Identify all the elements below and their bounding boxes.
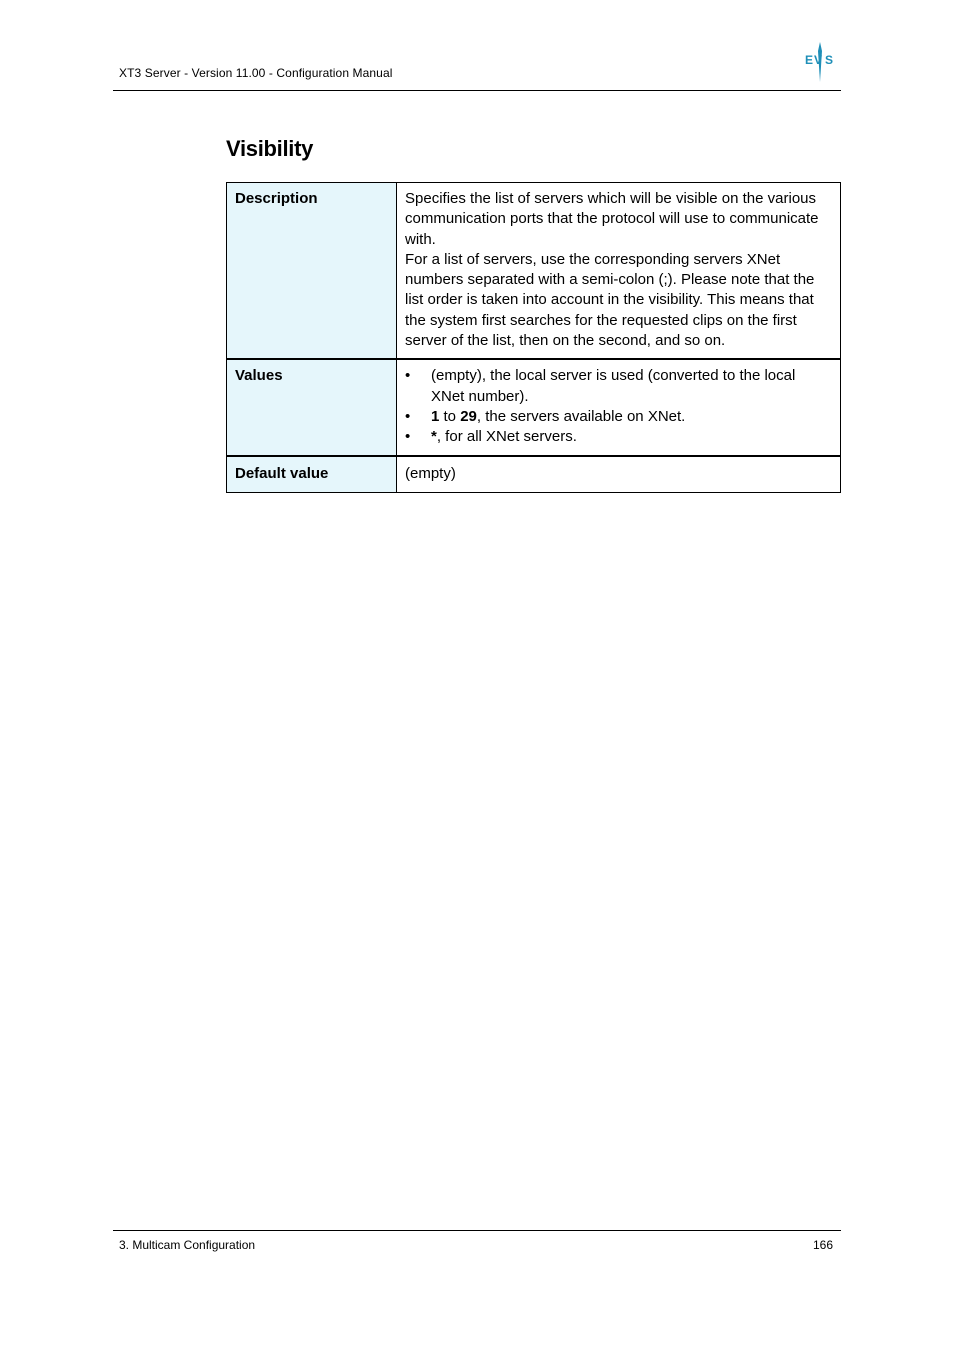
parameter-table [226, 182, 841, 493]
header-divider [113, 90, 841, 91]
description-paragraph: For a list of servers, use the corresponding servers XNet numbers separated with a semi-colon (;). Please note that the list order is taken into account in the visibility. This means that the system first searches for the requested clips on the first server of the list, then on the second, and so on. [405, 250, 815, 350]
values-list [405, 366, 832, 447]
svg-text:S: S [825, 53, 834, 67]
svg-text:V: V [814, 53, 823, 67]
table-row [227, 183, 841, 360]
description-label: Description [227, 183, 397, 360]
value-max: 29 [460, 407, 477, 425]
page-header [113, 40, 841, 91]
value-min: 1 [431, 407, 440, 425]
manual-title: XT3 Server - Version 11.00 - Configuration Manual [119, 66, 393, 80]
footer-section-name: 3. Multicam Configuration [119, 1238, 256, 1252]
default-value-label: Default value [227, 456, 397, 493]
default-value-text: (empty) [397, 456, 841, 493]
description-paragraph: Specifies the list of servers which will be visible on the various communication ports that the protocol will use to communicate with. [405, 190, 819, 248]
table-row [227, 456, 841, 493]
value-range-desc: , the servers available on XNet. [476, 407, 686, 425]
list-item [405, 407, 832, 427]
value-range-text: to [439, 407, 461, 425]
description-text [397, 183, 841, 360]
table-row [227, 359, 841, 455]
value-empty-text: (empty), the local server is used (converted to the local XNet number). [431, 367, 796, 405]
footer-divider [113, 1230, 841, 1231]
evs-logo [804, 42, 836, 82]
page-number: 166 [812, 1238, 833, 1252]
values-list-cell [397, 359, 841, 455]
page-footer [113, 1230, 841, 1252]
value-wildcard: * [431, 428, 437, 446]
value-wildcard-desc: , for all XNet servers. [436, 428, 577, 446]
list-item [405, 366, 832, 407]
list-item [405, 427, 832, 447]
values-label: Values [227, 359, 397, 455]
section-title: Visibility [226, 136, 314, 161]
svg-text:E: E [805, 53, 814, 67]
